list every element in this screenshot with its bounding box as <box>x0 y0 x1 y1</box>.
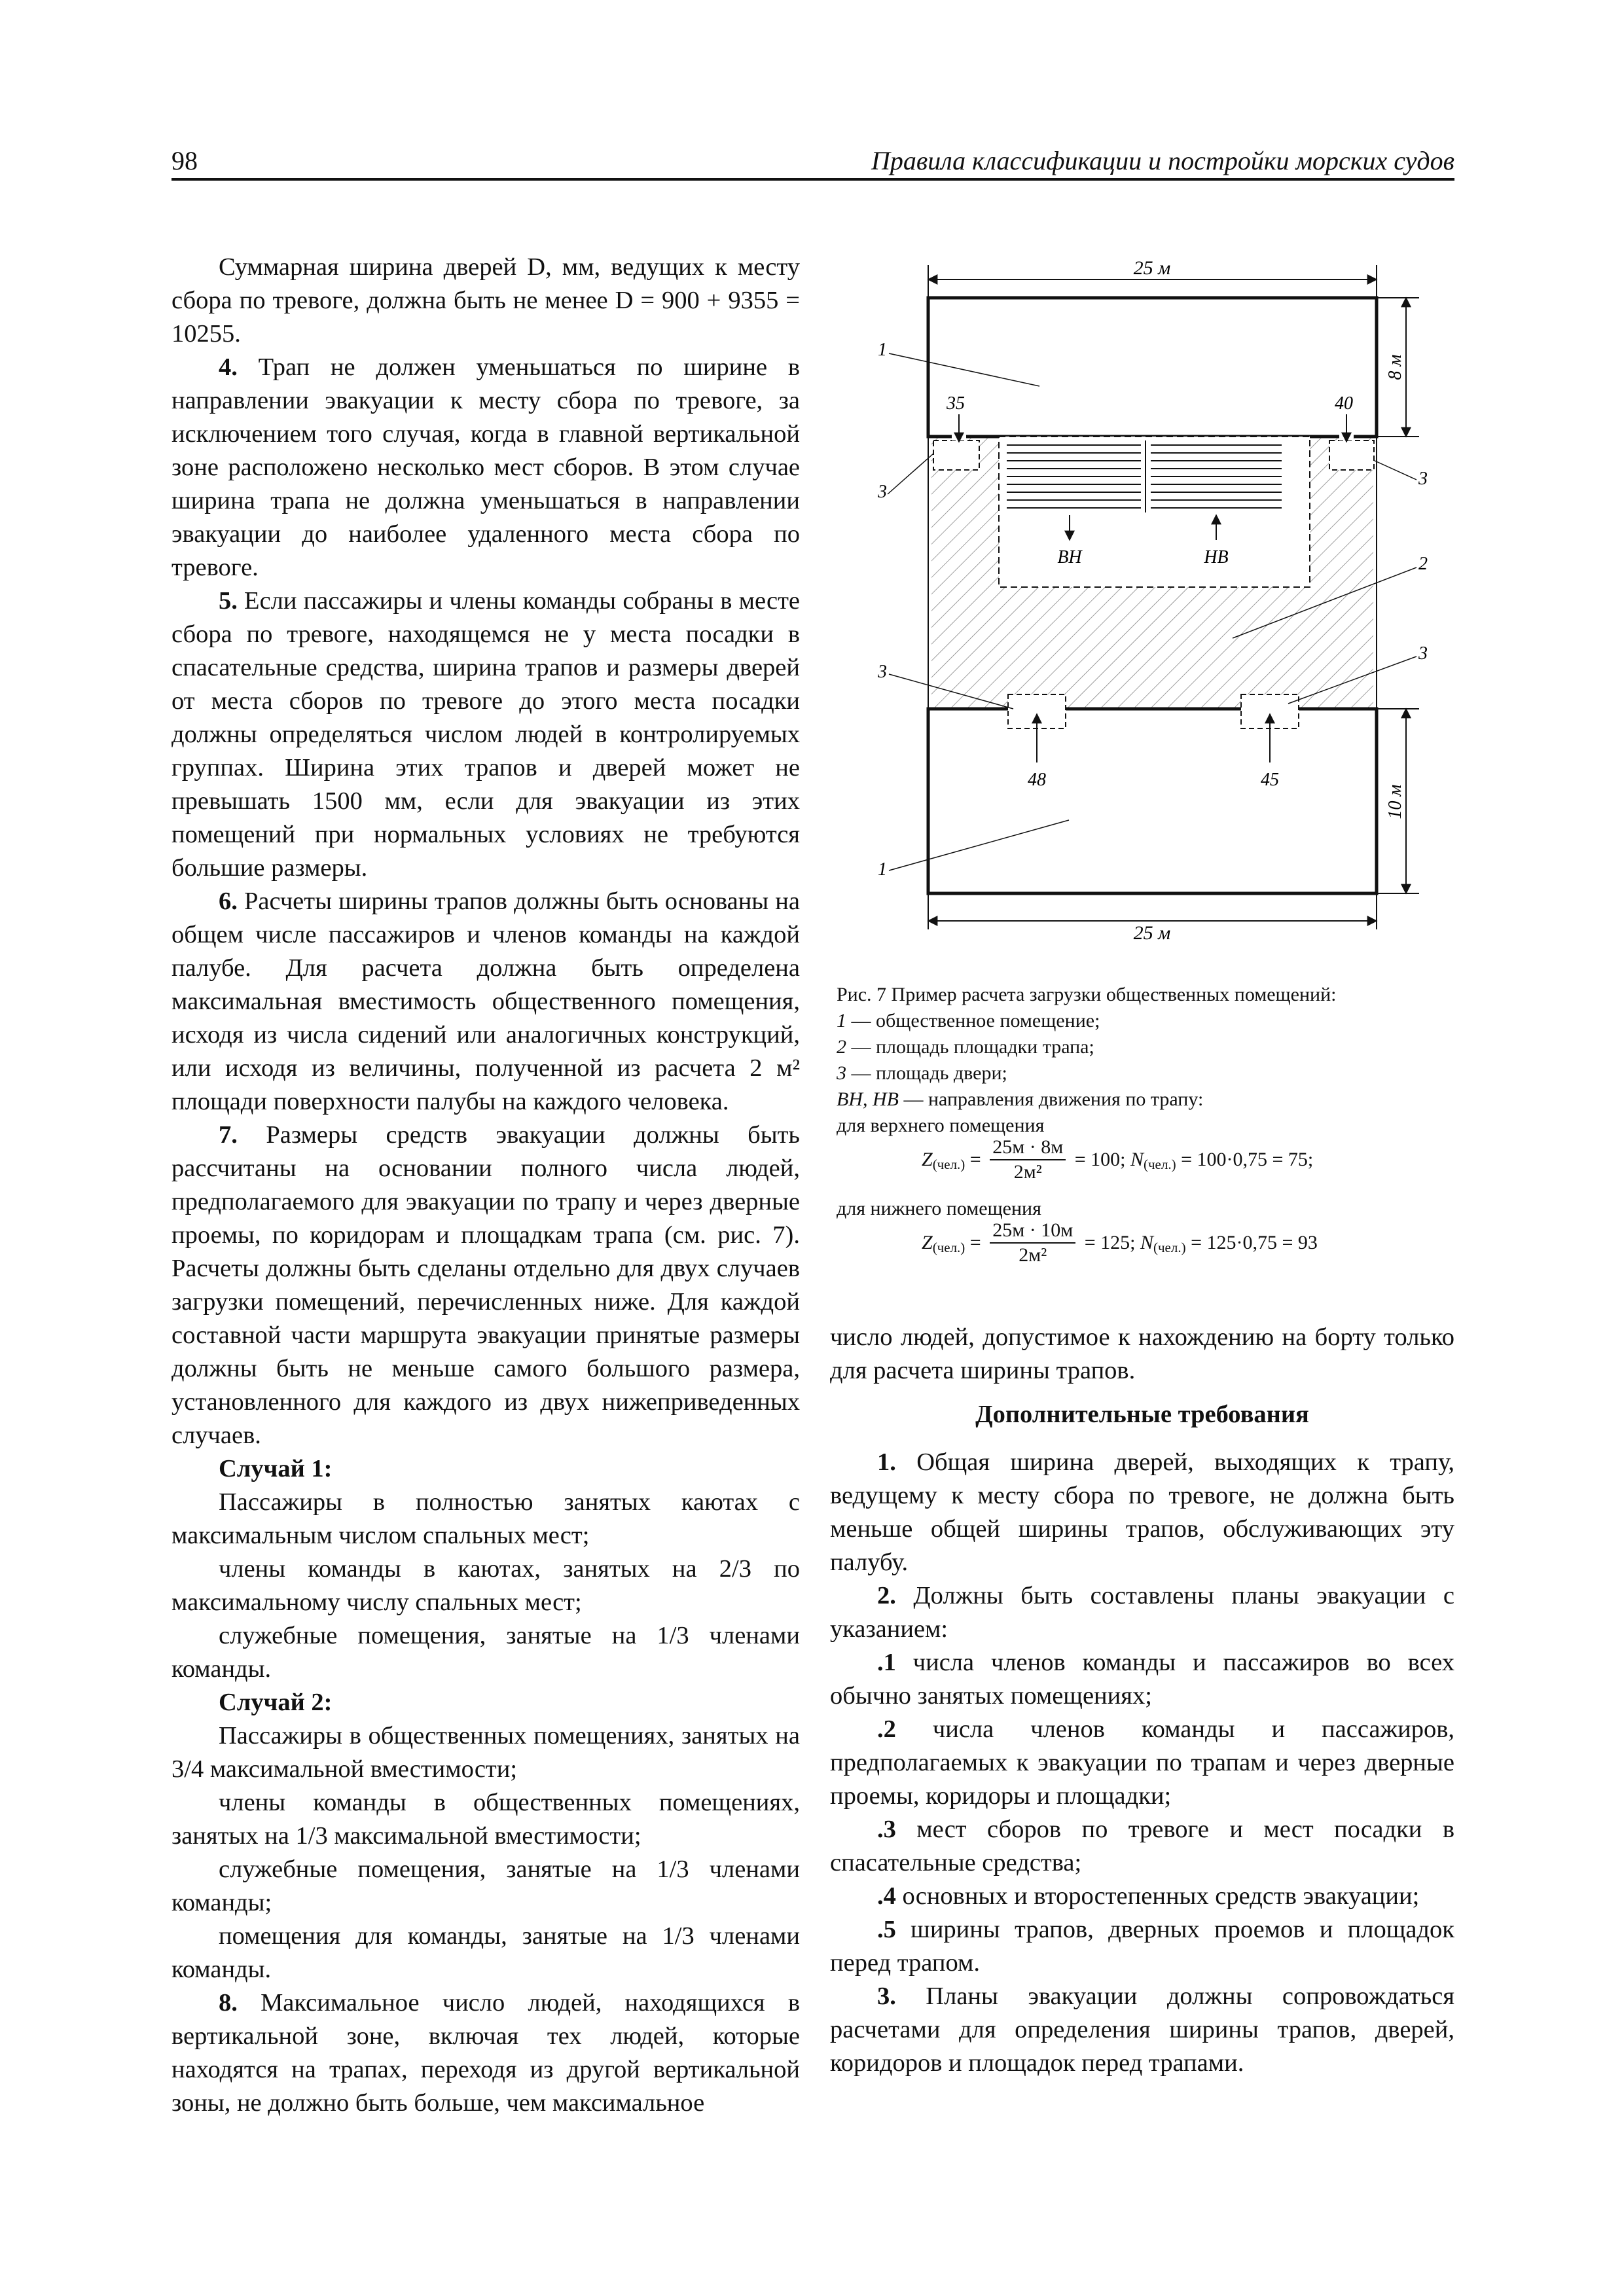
case-1-item: члены команды в каютах, занятых на 2/3 по максимальному числу спальных мест; <box>171 1555 800 1616</box>
item-text: основных и второстепенных средств эвакуации; <box>895 1882 1420 1910</box>
label-3-upper-left: 3 <box>878 482 887 502</box>
caption-upper-label: для верхнего помещения <box>837 1115 1045 1136</box>
case-2-item: члены команды в общественных помещениях, занятых на 1/3 максимальной вместимости; <box>171 1789 800 1850</box>
direction-label-hb: НВ <box>1204 547 1229 567</box>
formula-fraction <box>990 1219 1075 1267</box>
item-number: 1. <box>877 1448 896 1476</box>
formula-z: Z <box>922 1149 933 1170</box>
paragraph-5 <box>171 584 800 885</box>
item-number: .4 <box>877 1882 896 1910</box>
formula-upper: $Z_{(чел.)}$ = $\frac{25м \cdot 8м}{\text{2м²}}$ = 100; $N_{(чел.)} = 100\cdot 0,75 = 75$; <box>922 1136 1314 1183</box>
item-text: мест сборов по тревоге и мест посадки в спасательные средства; <box>830 1816 1454 1876</box>
item-text: Максимальное число людей, находящихся в вертикальной зоне, включая тех людей, которые находятся на трапах, переходя из другой вертикальной зоны, не должно быть больше, чем максимальное <box>171 1989 800 2117</box>
figure-7 <box>830 245 1454 946</box>
right-column <box>830 1321 1454 2080</box>
formula-result: = 125; <box>1084 1232 1140 1253</box>
fraction-denominator: 2м² <box>1013 1161 1042 1183</box>
top-height-label: 8 м <box>1385 354 1405 380</box>
section-heading: Дополнительные требования <box>975 1401 1309 1428</box>
item-number: .5 <box>877 1916 896 1943</box>
lower-room-outline <box>928 709 1377 893</box>
paragraph-8 <box>171 1986 800 2120</box>
leader-line <box>889 820 1069 870</box>
item-number: 8. <box>219 1989 238 2017</box>
requirement-2-3 <box>830 1813 1454 1880</box>
left-column <box>171 251 800 2120</box>
item-text: Планы эвакуации должны сопровождаться расчетами для определения ширины трапов, дверей, коридоров и площадок перед трапами. <box>830 1982 1454 2077</box>
item-text: Общая ширина дверей, выходящих к трапу, ведущему к месту сбора по тревоге, не должна быть меньше общей ширины трапов, обслуживающих эту палубу. <box>830 1448 1454 1576</box>
case-1-heading: Случай 1: <box>219 1455 333 1482</box>
stair-block <box>999 437 1310 587</box>
caption-item <box>837 1060 1454 1086</box>
caption-title: Рис. 7 Пример расчета загрузки общественных помещений: <box>837 984 1337 1005</box>
door-label-45: 45 <box>1261 770 1279 790</box>
item-text: Размеры средств эвакуации должны быть рассчитаны на основании полного числа людей, предполагаемого для эвакуации по трапу и через дверные проемы, по коридорам и площадкам трапа (см. рис. 7). Расчеты должны быть сделаны отдельно для двух случаев загрузки помещений, перечисленных ниже. Для каждой составной части маршрута эвакуации принятые размеры должны быть не меньше самого большого размера, установленного для каждого из двух нижеприведенных случаев. <box>171 1121 800 1449</box>
label-3-upper-right: 3 <box>1418 469 1428 489</box>
formula-fraction <box>990 1136 1066 1184</box>
bottom-height-label: 10 м <box>1385 784 1405 819</box>
requirement-2-2 <box>830 1713 1454 1813</box>
formula-z: Z <box>922 1232 933 1253</box>
item-text: числа членов команды и пассажиров во всех обычно занятых помещениях; <box>830 1649 1454 1710</box>
fraction-numerator: 25м · 8м <box>990 1136 1066 1160</box>
caption-lower-label: для нижнего помещения <box>837 1198 1041 1219</box>
formula-n: N <box>1130 1149 1144 1170</box>
formula-tail: = 100·0,75 = 75; <box>1181 1149 1314 1170</box>
caption-item-text: — площадь двери; <box>846 1062 1007 1084</box>
door-area-35 <box>933 440 979 470</box>
case-2-item: служебные помещения, занятые на 1/3 членами команды; <box>171 1856 800 1916</box>
running-title: Правила классификации и постройки морских судов <box>871 146 1454 175</box>
door-label-40: 40 <box>1335 393 1353 414</box>
formula-n: N <box>1140 1232 1153 1253</box>
paragraph-6 <box>171 885 800 1119</box>
formula-result: = 100; <box>1074 1149 1130 1170</box>
case-2-item: помещения для команды, занятые на 1/3 членами команды. <box>171 1922 800 1983</box>
evacuation-diagram <box>830 245 1454 946</box>
label-3-lower-left: 3 <box>878 662 887 682</box>
caption-item-number: 1 <box>837 1010 846 1031</box>
paragraph-continuation: число людей, допустимое к нахождению на борту только для расчета ширины трапов. <box>830 1323 1454 1384</box>
label-1-lower: 1 <box>878 859 887 880</box>
caption-item-text: — площадь площадки трапа; <box>846 1036 1094 1058</box>
direction-label-bh: ВН <box>1057 547 1082 567</box>
item-number: .2 <box>877 1715 896 1743</box>
requirement-2-5 <box>830 1913 1454 1980</box>
bottom-width-label: 25 м <box>1133 922 1171 944</box>
caption-item-number: 2 <box>837 1036 846 1058</box>
item-text: Расчеты ширины трапов должны быть основаны на общем числе пассажиров и членов команды на каждой палубе. Для расчета должна быть определена максимальная вместимость общественного помещения, исходя из числа сидений или аналогичных конструкций, или исходя из величины, полученной из расчета 2 м² площади поверхности палубы на каждого человека. <box>171 888 800 1115</box>
caption-item-number: 3 <box>837 1062 846 1084</box>
upper-room-outline <box>928 298 1377 437</box>
requirement-1 <box>830 1446 1454 1579</box>
label-1-upper: 1 <box>878 340 887 360</box>
caption-item-text: — общественное помещение; <box>846 1010 1100 1031</box>
item-number: .3 <box>877 1816 896 1843</box>
item-number: 2. <box>877 1582 896 1609</box>
formula-tail: = 125·0,75 = 93 <box>1191 1232 1318 1253</box>
case-2-heading: Случай 2: <box>219 1689 333 1716</box>
item-number: .1 <box>877 1649 896 1676</box>
leader-line <box>888 454 933 494</box>
item-text: Должны быть составлены планы эвакуации с указанием: <box>830 1582 1454 1643</box>
caption-item-number: ВН, НВ <box>837 1088 899 1110</box>
fraction-denominator: 2м² <box>1019 1244 1047 1266</box>
requirement-2-4 <box>830 1880 1454 1913</box>
case-2-item: Пассажиры в общественных помещениях, занятых на 3/4 максимальной вместимости; <box>171 1722 800 1783</box>
formula-lower: $Z_{(чел.)}$ = $\frac{25м \cdot 10м}{\text{2м²}}$ = 125; $N_{(чел.)} = 125\cdot 0,75 = 93$ <box>922 1219 1318 1266</box>
fraction-numerator: 25м · 10м <box>990 1219 1075 1244</box>
item-text: числа членов команды и пассажиров, предполагаемых к эвакуации по трапам и через дверные проемы, коридоры и площадки; <box>830 1715 1454 1810</box>
caption-item <box>837 1008 1454 1034</box>
paragraph-4 <box>171 351 800 584</box>
door-area-40 <box>1329 440 1374 470</box>
formula-sub: (чел.) <box>1153 1239 1186 1255</box>
door-gap <box>1259 705 1280 713</box>
requirement-2-1 <box>830 1646 1454 1713</box>
label-2: 2 <box>1418 554 1428 574</box>
formula-sub: (чел.) <box>932 1156 965 1172</box>
item-number: 4. <box>219 353 238 381</box>
case-1-item: служебные помещения, занятые на 1/3 членами команды. <box>171 1622 800 1683</box>
item-number: 3. <box>877 1982 896 2010</box>
item-text: Если пассажиры и члены команды собраны в месте сбора по тревоге, находящемся не у места посадки в спасательные средства, ширина трапов и размеры дверей от места сборов по тревоге до этого места посадки должны определяться числом людей в контролируемых группах. Ширина этих трапов и дверей может не превышать 1500 мм, если для эвакуации из этих помещений при нормальных условиях не требуются большие размеры. <box>171 587 800 882</box>
item-number: 7. <box>219 1121 238 1149</box>
paragraph-7 <box>171 1119 800 1452</box>
item-number: 5. <box>219 587 238 615</box>
header-rule <box>171 178 1454 181</box>
leader-line <box>1373 460 1416 480</box>
door-label-48: 48 <box>1028 770 1046 790</box>
page-number: 98 <box>171 146 198 175</box>
formula-sub: (чел.) <box>932 1239 965 1255</box>
door-label-35: 35 <box>947 393 965 414</box>
item-text: Трап не должен уменьшаться по ширине в направлении эвакуации к месту сбора по тревоге, за исключением того случая, когда в главной вертикальной зоне расположено несколько мест сборов. В этом случае ширина трапа не должна уменьшаться в направлении эвакуации до наиболее удаленного места сбора по тревоге. <box>171 353 800 581</box>
figure-caption <box>837 982 1454 1139</box>
label-3-lower-right: 3 <box>1418 643 1428 664</box>
caption-item <box>837 1086 1454 1113</box>
item-number: 6. <box>219 888 238 915</box>
item-text: ширины трапов, дверных проемов и площадок перед трапом. <box>830 1916 1454 1977</box>
requirement-2 <box>830 1579 1454 1646</box>
formula-sub: (чел.) <box>1143 1156 1176 1172</box>
paragraph-door-width: Суммарная ширина дверей D, мм, ведущих к месту сбора по тревоге, должна быть не менее D = 900 + 9355 = 10255. <box>171 253 800 348</box>
case-1-item: Пассажиры в полностью занятых каютах с максимальным числом спальных мест; <box>171 1488 800 1549</box>
requirement-3 <box>830 1980 1454 2080</box>
top-width-label: 25 м <box>1133 257 1171 279</box>
caption-item-text: — направления движения по трапу: <box>898 1088 1204 1110</box>
caption-item <box>837 1034 1454 1060</box>
door-gap <box>1026 705 1047 713</box>
leader-line <box>889 353 1039 386</box>
